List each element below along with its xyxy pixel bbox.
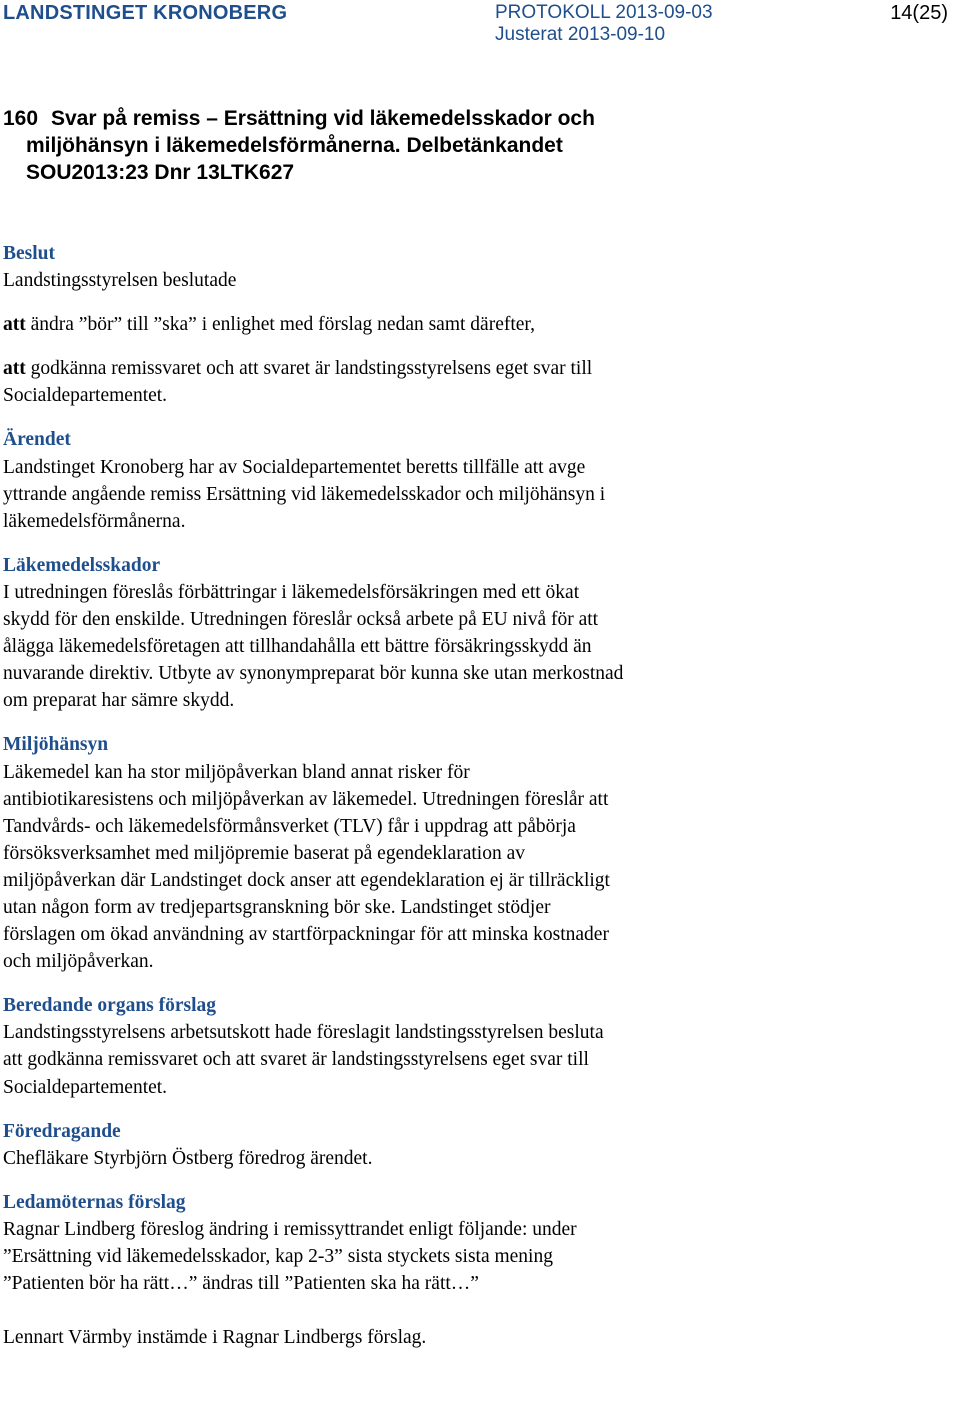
- beslut-heading: Beslut: [3, 243, 56, 264]
- miljohansyn-line-7: förslagen om ökad användning av startförpackningar för att minska kostnader: [3, 924, 609, 946]
- arendet-line-1: Landstinget Kronoberg har av Socialdepartementet beretts tillfälle att avge: [3, 456, 586, 478]
- miljohansyn-line-6: utan någon form av tredjepartsgranskning bör ske. Landstinget stödjer: [3, 896, 551, 918]
- beslut-item-2-att: att: [3, 358, 26, 380]
- page-number: 14(25): [890, 2, 948, 24]
- lakemedelsskador-line-4: nuvarande direktiv. Utbyte av synonympreparat bör kunna ske utan merkostnad: [3, 663, 624, 685]
- miljohansyn-line-8: och miljöpåverkan.: [3, 951, 154, 973]
- miljohansyn-line-1: Läkemedel kan ha stor miljöpåverkan bland annat risker för: [3, 761, 470, 783]
- adjusted-date: Justerat 2013-09-10: [495, 24, 666, 45]
- lakemedelsskador-line-3: ålägga läkemedelsföretagen att tillhandahålla ett bättre försäkringsskydd än: [3, 636, 592, 658]
- beslut-intro: Landstingsstyrelsen beslutade: [3, 270, 237, 292]
- miljohansyn-line-2: antibiotikaresistens och miljöpåverkan av läkemedel. Utredningen föreslår att: [3, 788, 609, 810]
- foredragande-heading: Föredragande: [3, 1120, 121, 1142]
- section-title-line-3: SOU2013:23 Dnr 13LTK627: [26, 161, 295, 184]
- beslut-item-1-text: ändra ”bör” till ”ska” i enlighet med förslag nedan samt därefter,: [25, 314, 536, 336]
- section-title-line-2: miljöhänsyn i läkemedelsförmånerna. Delbetänkandet: [26, 134, 563, 157]
- beslut-item-1: [3, 311, 953, 338]
- lakemedelsskador-line-5: om preparat har sämre skydd.: [3, 690, 235, 712]
- section-title-text-1: Svar på remiss – Ersättning vid läkemedelsskador och: [51, 107, 595, 130]
- beslut-item-2: [3, 355, 953, 382]
- arendet-line-2: yttrande angående remiss Ersättning vid läkemedelsskador och miljöhänsyn i: [3, 483, 606, 505]
- beslut-item-2-text: godkänna remissvaret och att svaret är landstingsstyrelsens eget svar till: [25, 358, 593, 380]
- miljohansyn-line-4: försöksverksamhet med miljöpremie baserat på egendeklaration av: [3, 842, 525, 864]
- lakemedelsskador-line-2: skydd för den enskilde. Utredningen föreslår också arbete på EU nivå för att: [3, 609, 599, 631]
- section-number: 160: [3, 107, 39, 130]
- beslut-item-2-cont: Socialdepartementet.: [3, 385, 168, 407]
- arendet-line-3: läkemedelsförmånerna.: [3, 510, 186, 532]
- lakemedelsskador-heading: Läkemedelsskador: [3, 554, 161, 576]
- beredande-line-1: Landstingsstyrelsens arbetsutskott hade föreslagit landstingsstyrelsen besluta: [3, 1022, 604, 1044]
- miljohansyn-heading: Miljöhänsyn: [3, 734, 109, 756]
- beredande-line-3: Socialdepartementet.: [3, 1076, 168, 1098]
- page-header: [0, 0, 960, 60]
- document-body: [3, 240, 953, 1351]
- miljohansyn-line-3: Tandvårds- och läkemedelsförmånsverket (TLV) får i uppdrag att påbörja: [3, 815, 576, 837]
- ledamoter-heading: Ledamöternas förslag: [3, 1191, 186, 1213]
- ledamoter-line-3: ”Patienten bör ha rätt…” ändras till ”Patienten ska ha rätt…”: [3, 1273, 479, 1295]
- beredande-line-2: att godkänna remissvaret och att svaret är landstingsstyrelsens eget svar till: [3, 1049, 589, 1071]
- protocol-date: PROTOKOLL 2013-09-03: [495, 2, 713, 23]
- lakemedelsskador-line-1: I utredningen föreslås förbättringar i läkemedelsförsäkringen med ett ökat: [3, 581, 580, 603]
- arendet-heading: Ärendet: [3, 429, 71, 451]
- ledamoter-line-1: Ragnar Lindberg föreslog ändring i remissyttrandet enligt följande: under: [3, 1218, 577, 1240]
- miljohansyn-line-5: miljöpåverkan där Landstinget dock anser att egendeklaration ej är tillräckligt: [3, 869, 610, 891]
- ledamoter-line-4: Lennart Värmby instämde i Ragnar Lindbergs förslag.: [3, 1327, 427, 1349]
- section-title: [3, 105, 943, 186]
- beredande-heading: Beredande organs förslag: [3, 995, 217, 1017]
- foredragande-line-1: Chefläkare Styrbjörn Östberg föredrog ärendet.: [3, 1147, 373, 1169]
- organization-name: LANDSTINGET KRONOBERG: [3, 2, 288, 24]
- ledamoter-line-2: ”Ersättning vid läkemedelsskador, kap 2-3” sista styckets sista mening: [3, 1246, 553, 1267]
- beslut-item-1-att: att: [3, 314, 26, 336]
- section-title-line-1: [3, 105, 943, 132]
